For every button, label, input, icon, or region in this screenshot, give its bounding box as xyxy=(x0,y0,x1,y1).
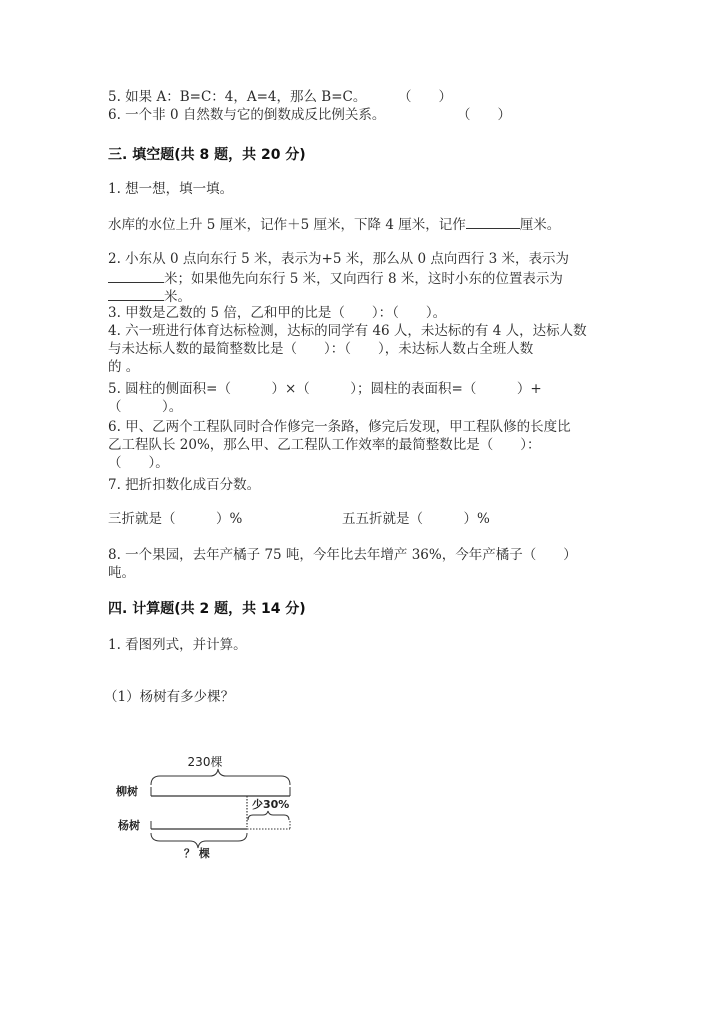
answer-blank[interactable] xyxy=(466,214,520,229)
fill-q1-body xyxy=(108,214,560,234)
fill-q4-line2: 与未达标人数的最简整数比是（ ）：（ ），未达标人数占全班人数 xyxy=(108,341,534,357)
question-text: 厘米。 xyxy=(519,217,561,233)
fill-q4-line3: 的 。 xyxy=(108,359,140,375)
fill-q5-line2: （ ）。 xyxy=(108,399,183,415)
calc-q1-sub1: （1）杨树有多少棵？ xyxy=(104,689,235,705)
answer-paren[interactable]: （ ） xyxy=(398,89,452,105)
judgement-q5 xyxy=(108,88,366,106)
section-title: 三. 填空题(共 8 题，共 20 分) xyxy=(108,147,306,163)
fill-q6-line2: 乙工程队长 20%，那么甲、乙工程队工作效率的最简整数比是（ ）： xyxy=(108,437,541,453)
fill-q8-line1: 8. 一个果园，去年产橘子 75 吨，今年比去年增产 36%，今年产橘子（ ） xyxy=(108,547,577,563)
unknown-label: ？ 棵 xyxy=(184,847,210,860)
answer-blank[interactable] xyxy=(108,286,164,301)
fill-q7-a: 三折就是（ ）% xyxy=(108,511,243,527)
question-text: 水库的水位上升 5 厘米，记作＋5 厘米，下降 4 厘米，记作 xyxy=(108,217,466,233)
fill-q5-line1: 5. 圆柱的侧面积=（ ）×（ ）；圆柱的表面积=（ ）+ xyxy=(108,381,542,397)
fill-q3: 3. 甲数是乙数的 5 倍，乙和甲的比是（ ）：（ ）。 xyxy=(108,305,447,321)
fill-q2-line1: 2. 小东从 0 点向东行 5 米，表示为+5 米，那么从 0 点向西行 3 米，表示为 xyxy=(108,251,570,267)
fill-q1-prompt: 1. 想一想，填一填。 xyxy=(108,181,234,197)
row-label-willow: 柳树 xyxy=(116,785,138,798)
section-title: 四. 计算题(共 2 题，共 14 分) xyxy=(108,601,306,617)
question-text: 6. 一个非 0 自然数与它的倒数成反比例关系。 xyxy=(108,107,386,123)
answer-blank[interactable] xyxy=(108,268,164,283)
row-label-poplar: 杨树 xyxy=(118,819,140,832)
fill-q7-b: 五五折就是（ ）% xyxy=(342,511,490,527)
judgement-q6 xyxy=(108,106,385,124)
question-text: 5. 如果 A：B=C：4，A=4，那么 B=C。 xyxy=(108,89,367,105)
fill-q8-line2: 吨。 xyxy=(108,565,135,581)
total-label: 230棵 xyxy=(187,755,223,769)
question-text: 米；如果他先向东行 5 米，又向西行 8 米，这时小东的位置表示为 xyxy=(164,271,563,287)
fill-q2-line3 xyxy=(108,286,191,306)
diff-label: 少30% xyxy=(252,798,290,811)
fill-q7-prompt: 7. 把折扣数化成百分数。 xyxy=(108,477,261,493)
answer-paren[interactable]: （ ） xyxy=(457,107,511,123)
question-text: 米。 xyxy=(164,289,191,305)
segment-diagram xyxy=(100,745,320,865)
calc-q1-prompt: 1. 看图列式，并计算。 xyxy=(108,637,247,653)
fill-q2-line2 xyxy=(108,268,563,288)
fill-q6-line1: 6. 甲、乙两个工程队同时合作修完一条路，修完后发现，甲工程队修的长度比 xyxy=(108,419,571,435)
fill-q6-line3: （ ）。 xyxy=(108,455,169,471)
fill-q4-line1: 4. 六一班进行体育达标检测，达标的同学有 46 人，未达标的有 4 人，达标人数 xyxy=(108,323,587,339)
